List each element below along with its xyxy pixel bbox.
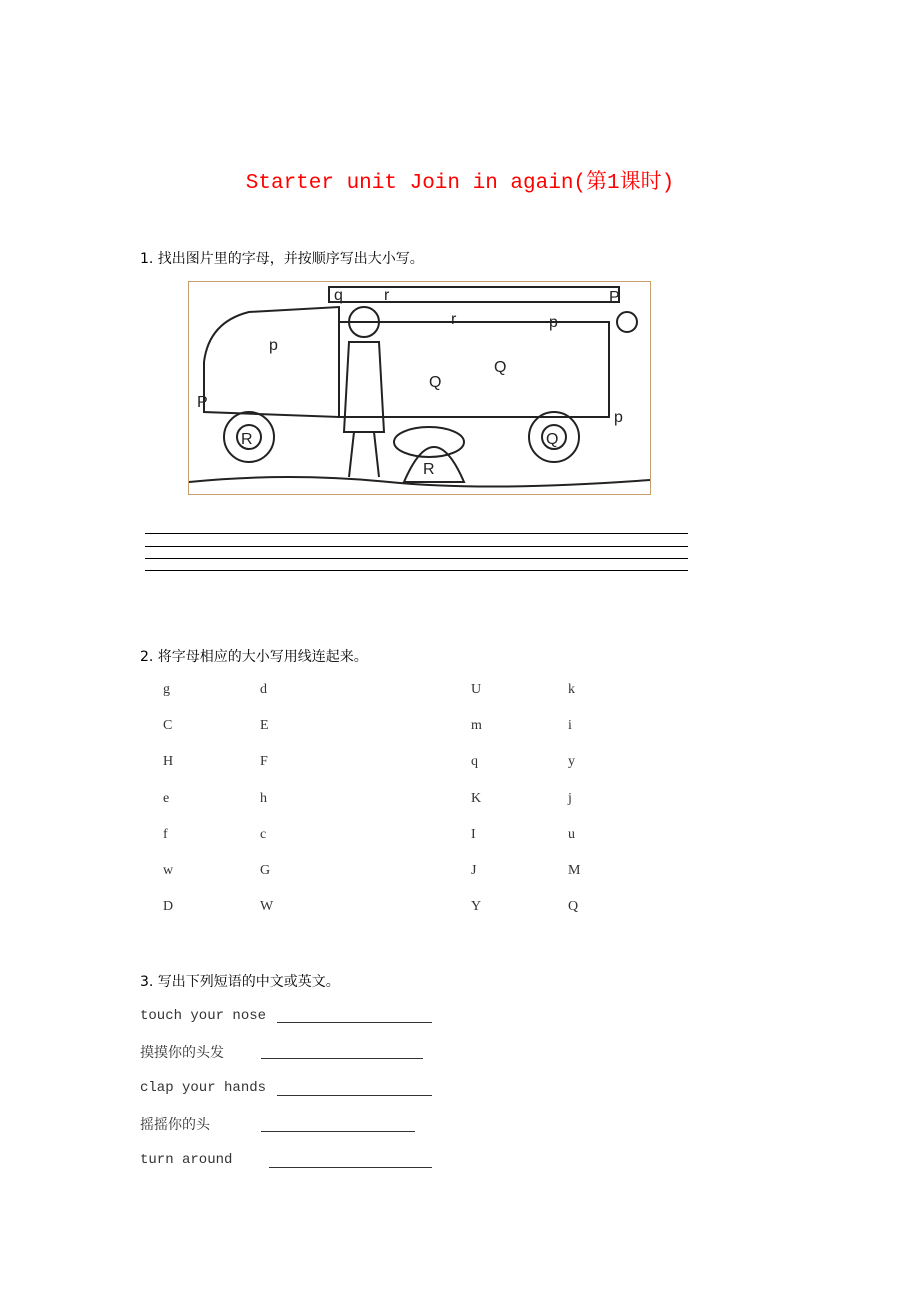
truck-illustration bbox=[188, 281, 651, 495]
answer-blank[interactable] bbox=[261, 1058, 423, 1059]
picture-letter: Q bbox=[429, 374, 442, 391]
matching-letter[interactable]: g bbox=[163, 682, 170, 697]
picture-letter: Q bbox=[494, 359, 507, 376]
matching-letter[interactable]: M bbox=[568, 863, 581, 878]
matching-letter[interactable]: H bbox=[163, 754, 174, 770]
picture-letter: r bbox=[384, 287, 390, 304]
matching-letter[interactable]: c bbox=[260, 826, 267, 842]
matching-letter[interactable]: j bbox=[568, 790, 572, 806]
picture-letter: p bbox=[549, 314, 558, 331]
picture-letter: R bbox=[241, 431, 253, 448]
matching-letter[interactable]: u bbox=[568, 826, 575, 842]
matching-letter[interactable]: i bbox=[568, 718, 572, 734]
picture-letter: r bbox=[451, 311, 457, 328]
answer-blank[interactable] bbox=[277, 1022, 432, 1023]
answer-blank[interactable] bbox=[261, 1131, 415, 1132]
picture-letter: p bbox=[269, 337, 278, 354]
matching-letter[interactable]: D bbox=[163, 899, 174, 915]
phrase-item: 摸摸你的头发 bbox=[140, 1045, 224, 1061]
matching-letter[interactable]: Q bbox=[568, 899, 579, 915]
answer-line[interactable] bbox=[145, 570, 688, 571]
question-3-prompt: 3. 写出下列短语的中文或英文。 bbox=[140, 974, 340, 990]
matching-letter[interactable]: Y bbox=[471, 899, 482, 915]
matching-letter[interactable]: E bbox=[260, 718, 269, 734]
question-2-prompt: 2. 将字母相应的大小写用线连起来。 bbox=[140, 649, 368, 665]
matching-letter[interactable]: F bbox=[260, 754, 268, 770]
truck-drawing bbox=[189, 282, 650, 494]
picture-letter: p bbox=[614, 409, 623, 426]
question-1-prompt: 1. 找出图片里的字母，并按顺序写出大小写。 bbox=[140, 251, 424, 267]
matching-letter[interactable]: U bbox=[471, 682, 482, 697]
matching-letter[interactable]: C bbox=[163, 718, 173, 734]
phrase-item: clap your hands bbox=[140, 1080, 267, 1096]
picture-letter: q bbox=[334, 287, 343, 304]
matching-letter[interactable]: h bbox=[260, 790, 267, 806]
phrase-item: turn around bbox=[140, 1152, 233, 1168]
matching-letter[interactable]: I bbox=[471, 826, 476, 842]
answer-blank[interactable] bbox=[269, 1167, 432, 1168]
matching-letter[interactable]: K bbox=[471, 790, 482, 806]
matching-letter[interactable]: d bbox=[260, 682, 267, 697]
answer-line[interactable] bbox=[145, 546, 688, 547]
matching-letter[interactable]: J bbox=[471, 863, 477, 878]
matching-letter[interactable]: e bbox=[163, 790, 170, 806]
phrase-item: 摇摇你的头 bbox=[140, 1117, 210, 1133]
matching-letter[interactable]: G bbox=[260, 863, 271, 878]
answer-line[interactable] bbox=[145, 533, 688, 534]
matching-letter[interactable]: y bbox=[568, 754, 575, 770]
answer-blank[interactable] bbox=[277, 1095, 432, 1096]
matching-letter[interactable]: w bbox=[163, 863, 174, 878]
page-title: Starter unit Join in again(第1课时) bbox=[245, 172, 675, 195]
matching-letter[interactable]: k bbox=[568, 682, 575, 697]
phrase-item: touch your nose bbox=[140, 1008, 267, 1024]
matching-letter[interactable]: m bbox=[471, 718, 482, 734]
picture-letter: R bbox=[423, 461, 435, 478]
matching-letter[interactable]: q bbox=[471, 754, 478, 770]
answer-line[interactable] bbox=[145, 558, 688, 559]
matching-letter[interactable]: f bbox=[163, 826, 168, 842]
picture-letter: Q bbox=[546, 431, 559, 448]
matching-letter[interactable]: W bbox=[260, 899, 274, 915]
picture-letter: P bbox=[609, 289, 620, 306]
picture-letter: P bbox=[197, 394, 208, 411]
